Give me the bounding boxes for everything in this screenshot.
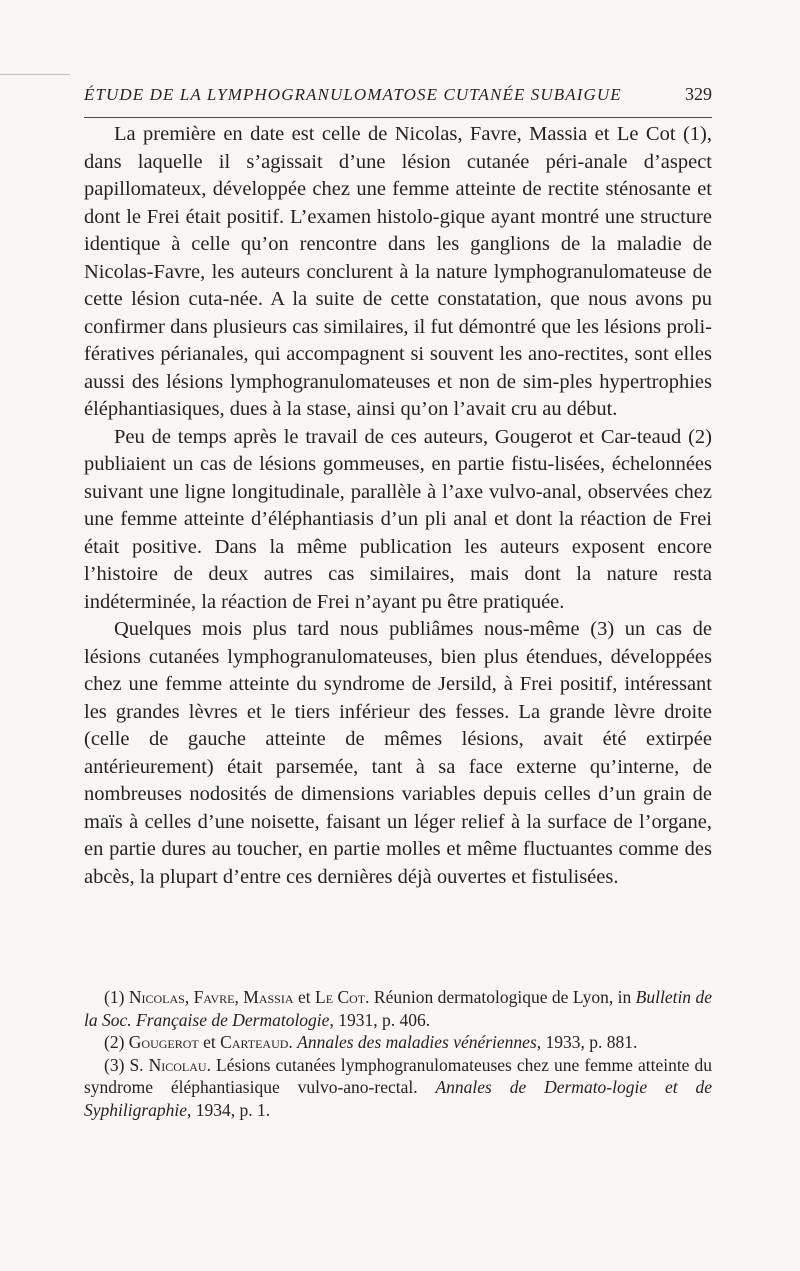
footnote-authors-2: Le Cot. <box>315 987 370 1007</box>
running-title: ÉTUDE DE LA LYMPHOGRANULOMATOSE CUTANÉE SUBAIGUE <box>84 85 622 104</box>
paragraph-3: Quelques mois plus tard nous publiâmes nous-même (3) un cas de lésions cutanées lymphogranulomateuses, bien plus étendues, développées chez une femme atteinte du syndrome de Jersild, à Frei positif, intéressant les grandes lèvres et le tiers inférieur des fesses. La grande lèvre droite (celle de gauche atteinte de mêmes lésions, avait été extirpée antérieurement) était parsemée, tant à sa face externe qu’interne, de nombreuses nodosités de dimensions variables depuis celles d’un grain de maïs à celles d’une noisette, faisant un léger relief à la surface de l’organe, en partie dures au toucher, en partie molles et même fluctuantes comme des abcès, la plupart d’entre ces dernières déjà ouvertes et fistulisées. <box>84 618 712 888</box>
footnote-3 <box>84 1054 712 1122</box>
footnote-text: Réunion dermatologique de Lyon, in <box>369 987 636 1007</box>
header-rule <box>84 117 712 118</box>
footnote-ref: , 1933, p. 881. <box>536 1032 638 1052</box>
footnote-and: et <box>198 1032 221 1052</box>
footnote-journal: Annales de Dermato-logie et de Syphiligraphie <box>84 1077 712 1120</box>
footnote-authors: S. Nicolau. <box>129 1054 211 1075</box>
footnote-number: (3) <box>104 1054 125 1075</box>
page-header <box>84 84 712 114</box>
footnote-number: (2) <box>104 1032 125 1052</box>
footnote-ref: , 1934, p. 1. <box>187 1099 271 1120</box>
footnote-authors: Gougerot <box>128 1032 199 1052</box>
paragraph-2: Peu de temps après le travail de ces auteurs, Gougerot et Car-teaud (2) publiaient un cas de lésions gommeuses, en partie fistu-lisées, échelonnées suivant une ligne longitudinale, parallèle à l’axe vulvo-anal, observées chez une femme atteinte d’éléphantiasis d’un pli anal et dont la réaction de Frei était positive. Dans la même publication les auteurs exposent encore l’histoire de deux autres cas similaires, mais dont la nature resta indéterminée, la réaction de Frei n’ayant pu être pratiquée. <box>84 425 712 613</box>
footnote-2 <box>84 1031 712 1054</box>
footnote-text: Lésions cutanées lymphogranulomateuses chez une femme atteinte du syndrome éléphantiasique vulvo-ano-rectal. <box>84 1054 712 1097</box>
footnote-ref: , 1931, p. 406. <box>329 1009 431 1030</box>
body-text <box>84 121 712 891</box>
page-number: 329 <box>685 84 712 104</box>
footnote-authors-2: Carteaud. <box>220 1032 293 1052</box>
scan-edge-mark <box>0 74 70 75</box>
footnote-and: et <box>293 987 315 1007</box>
footnotes <box>84 986 712 1121</box>
footnote-1 <box>84 986 712 1031</box>
footnote-journal: Bulletin de la Soc. Française de Dermatologie <box>84 987 713 1030</box>
footnote-authors: Nicolas, Favre, Massia <box>128 987 294 1007</box>
footnote-journal: Annales des maladies vénériennes <box>297 1032 537 1052</box>
paragraph-1: La première en date est celle de Nicolas, Favre, Massia et Le Cot (1), dans laquelle il s’agissait d’une lésion cutanée péri-anale d’aspect papillomateux, développée chez une femme atteinte de rectite sténosante et dont le Frei était positif. L’examen histolo-gique ayant montré une structure identique à celle qu’on rencontre dans les ganglions de la maladie de Nicolas-Favre, les auteurs conclurent à la nature lymphogranulomateuse de cette lésion cuta-née. A la suite de cette constatation, que nous avons pu confirmer dans plusieurs cas similaires, il fut démontré que les lésions proli-fératives périanales, qui accompagnent si souvent les ano-rectites, sont elles aussi des lésions lymphogranulomateuses et non de sim-ples hypertrophies éléphantiasiques, dues à la stase, ainsi qu’on l’avait cru au début. <box>84 123 712 420</box>
footnote-number: (1) <box>104 987 125 1007</box>
